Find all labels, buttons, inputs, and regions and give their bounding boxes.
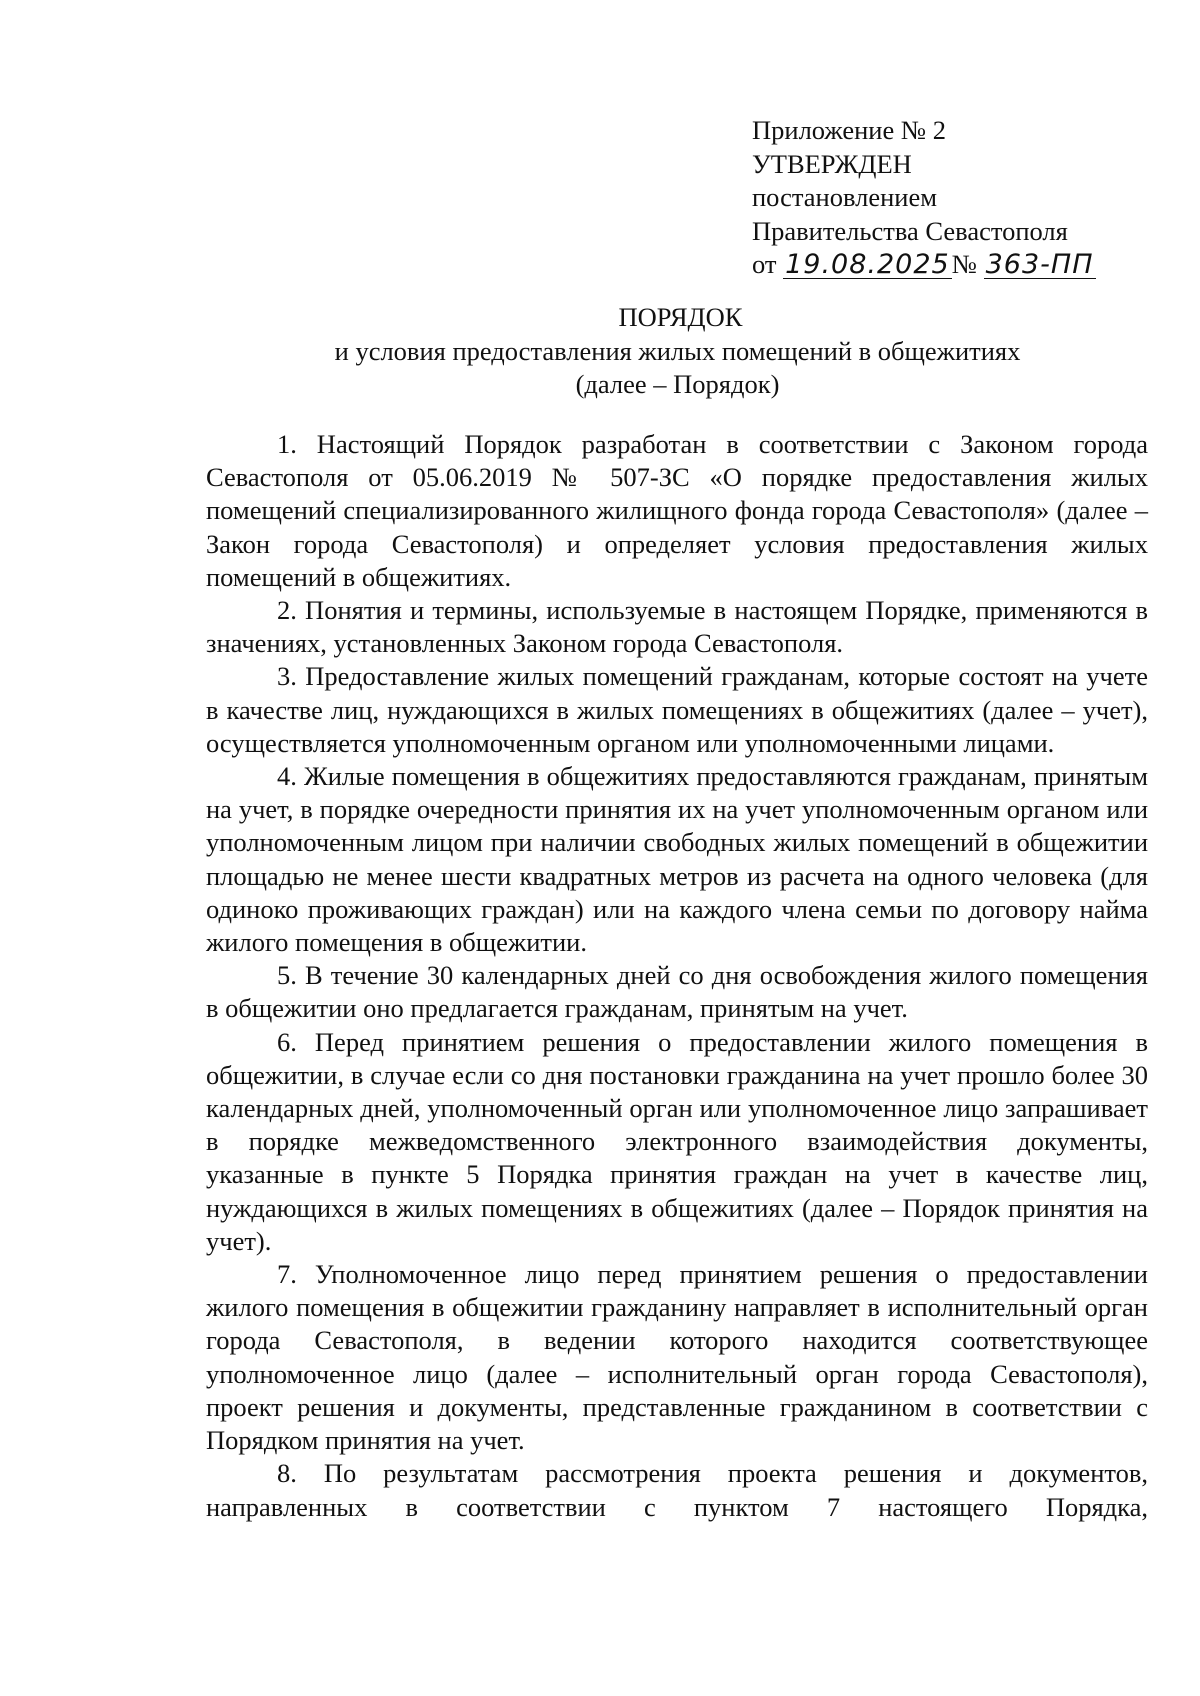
approval-block (752, 114, 1172, 282)
decree-line (752, 248, 1172, 282)
paragraph: 8. По результатам рассмотрения проекта решения и документов, направленных в соответствии с пунктом 7 настоящего Порядка, (206, 1458, 1148, 1522)
number-sign: № (951, 249, 977, 279)
decree-date: 19.08.2025 (785, 249, 950, 280)
title-subtitle: и условия предоставления жилых помещений в общежитиях (334, 335, 1021, 366)
paragraph: 3. Предоставление жилых помещений гражданам, которые состоят на учете в качестве лиц, нуждающихся в жилых помещениях в общежитиях (далее – учет), осуществляется уполномоченным органом или уполномоченными лицами. (206, 661, 1148, 758)
approved-label: УТВЕРЖДЕН (752, 148, 912, 179)
title-note: (далее – Порядок) (575, 369, 780, 399)
paragraph: 6. Перед принятием решения о предоставлении жилого помещения в общежитии, в случае если со дня постановки гражданина на учет прошло более 30 календарных дней, уполномоченный орган или уполномоченное лицо запрашивает в порядке межведомственного электронного взаимодействия документы, указанные в пункте 5 Порядка принятия граждан на учет в качестве лиц, нуждающихся в жилых помещениях в общежитиях (далее – Порядок принятия на учет). (206, 1026, 1148, 1256)
resolution-label: постановлением (752, 182, 937, 212)
title-heading: ПОРЯДОК (618, 302, 743, 332)
appendix-number: Приложение № 2 (752, 115, 947, 145)
document-title (205, 301, 1150, 402)
date-prefix: от (752, 249, 777, 279)
decree-number: 363-ПП (985, 249, 1094, 280)
government-name: Правительства Севастополя (752, 215, 1068, 246)
paragraph: 2. Понятия и термины, используемые в настоящем Порядке, применяются в значениях, установленных Законом города Севастополя. (206, 595, 1148, 659)
paragraph: 1. Настоящий Порядок разработан в соответствии с Законом города Севастополя от 05.06.2019 № 507-ЗС «О порядке предоставления жилых помещений специализированного жилищного фонда города Севастополя» (далее – Закон города Севастополя) и определяет условия предоставления жилых помещений в общежитиях. (206, 429, 1148, 592)
document-body (206, 428, 1148, 1524)
paragraph: 4. Жилые помещения в общежитиях предоставляются гражданам, принятым на учет, в порядке очередности принятия их на учет уполномоченным органом или уполномоченным лицом при наличии свободных жилых помещений в общежитии площадью не менее шести квадратных метров из расчета на одного человека (для одиноко проживающих граждан) или на каждого члена семьи по договору найма жилого помещения в общежитии. (206, 761, 1148, 958)
paragraph: 5. В течение 30 календарных дней со дня освобождения жилого помещения в общежитии оно предлагается гражданам, принятым на учет. (206, 960, 1148, 1024)
paragraph: 7. Уполномоченное лицо перед принятием решения о предоставлении жилого помещения в общежитии гражданину направляет в исполнительный орган города Севастополя, в ведении которого находится соответствующее уполномоченное лицо (далее – исполнительный орган города Севастополя), проект решения и документы, представленные гражданином в соответствии с Порядком принятия на учет. (206, 1259, 1148, 1456)
